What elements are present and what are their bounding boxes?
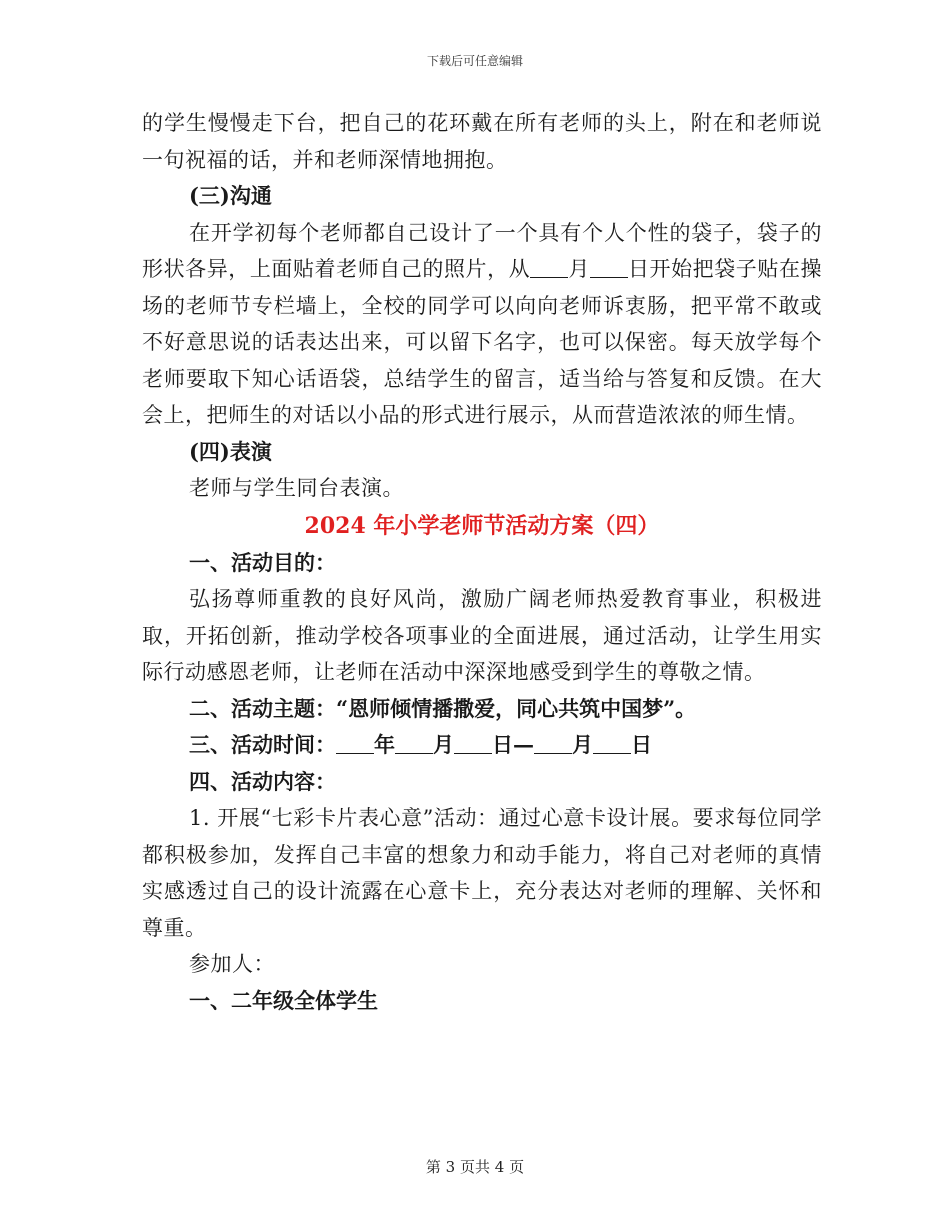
- heading-theme: 二、活动主题：“恩师倾情播撒爱，同心共筑中国梦”。: [189, 695, 697, 721]
- day-dash-label: 日—: [492, 732, 534, 757]
- month-label: 月: [433, 732, 454, 757]
- day-label: 日: [631, 732, 652, 757]
- blank-field: [534, 733, 572, 754]
- page-footer: 第 3 页共 4 页: [425, 1158, 525, 1176]
- heading-content: 四、活动内容：: [189, 768, 336, 794]
- paragraph-performance: 老师与学生同台表演。: [189, 476, 404, 500]
- document-body: [142, 105, 822, 1019]
- blank-field: [530, 257, 568, 278]
- section-title: 2024 年小学老师节活动方案（四）: [304, 512, 660, 539]
- paragraph-card-activity: 1. 开展“七彩卡片表心意”活动：通过心意卡设计展。要求每位同学都积极参加，发挥自己丰富的想象力和动手能力，将自己对老师的真情实感透过自己的设计流露在心意卡上，充分表达对老师的理解、关怀和尊重。: [142, 806, 822, 940]
- heading-time: [142, 727, 822, 764]
- paragraph-communication: [142, 215, 822, 434]
- year-label: 年: [374, 732, 395, 757]
- time-label: 三、活动时间：: [189, 732, 336, 757]
- blank-field: [395, 733, 433, 754]
- participants-label: 参加人：: [189, 952, 275, 976]
- participants-value: 一、二年级全体学生: [189, 987, 378, 1013]
- heading-communication: (三)沟通: [189, 183, 272, 208]
- paragraph-ceremony-end: 的学生慢慢走下台，把自己的花环戴在所有老师的头上，附在和老师说一句祝福的话，并和老师深情地拥抱。: [142, 111, 822, 172]
- heading-performance: (四)表演: [189, 438, 272, 464]
- paragraph-purpose: 弘扬尊师重教的良好风尚，激励广阔老师热爱教育事业，积极进取，开拓创新，推动学校各项事业的全面进展，通过活动，让学生用实际行动感恩老师，让老师在活动中深深地感受到学生的尊敬之情。: [142, 587, 822, 684]
- page-header: 下载后可任意编辑: [426, 54, 523, 68]
- paragraph-communication-part2: 日开始把袋子贴在操场的老师节专栏墙上，全校的同学可以向向老师诉衷肠，把平常不敢或不好意思说的话表达出来，可以留下名字，也可以保密。每天放学每个老师要取下知心话语袋，总结学生的留言，适当给与答复和反馈。在大会上，把师生的对话以小品的形式进行展示，从而营造浓浓的师生情。: [142, 257, 823, 427]
- paragraph-communication-part1: 在开学初每个老师都自己设计了一个具有个人个性的袋子，袋子的形状各异，上面贴着老师自己的照片，从: [142, 220, 822, 281]
- heading-purpose: 一、活动目的：: [189, 549, 336, 575]
- blank-field: [336, 733, 374, 754]
- blank-field: [590, 257, 628, 278]
- month-label: 月: [572, 732, 593, 757]
- blank-field: [593, 733, 631, 754]
- blank-field: [454, 733, 492, 754]
- month-label: 月: [568, 257, 590, 281]
